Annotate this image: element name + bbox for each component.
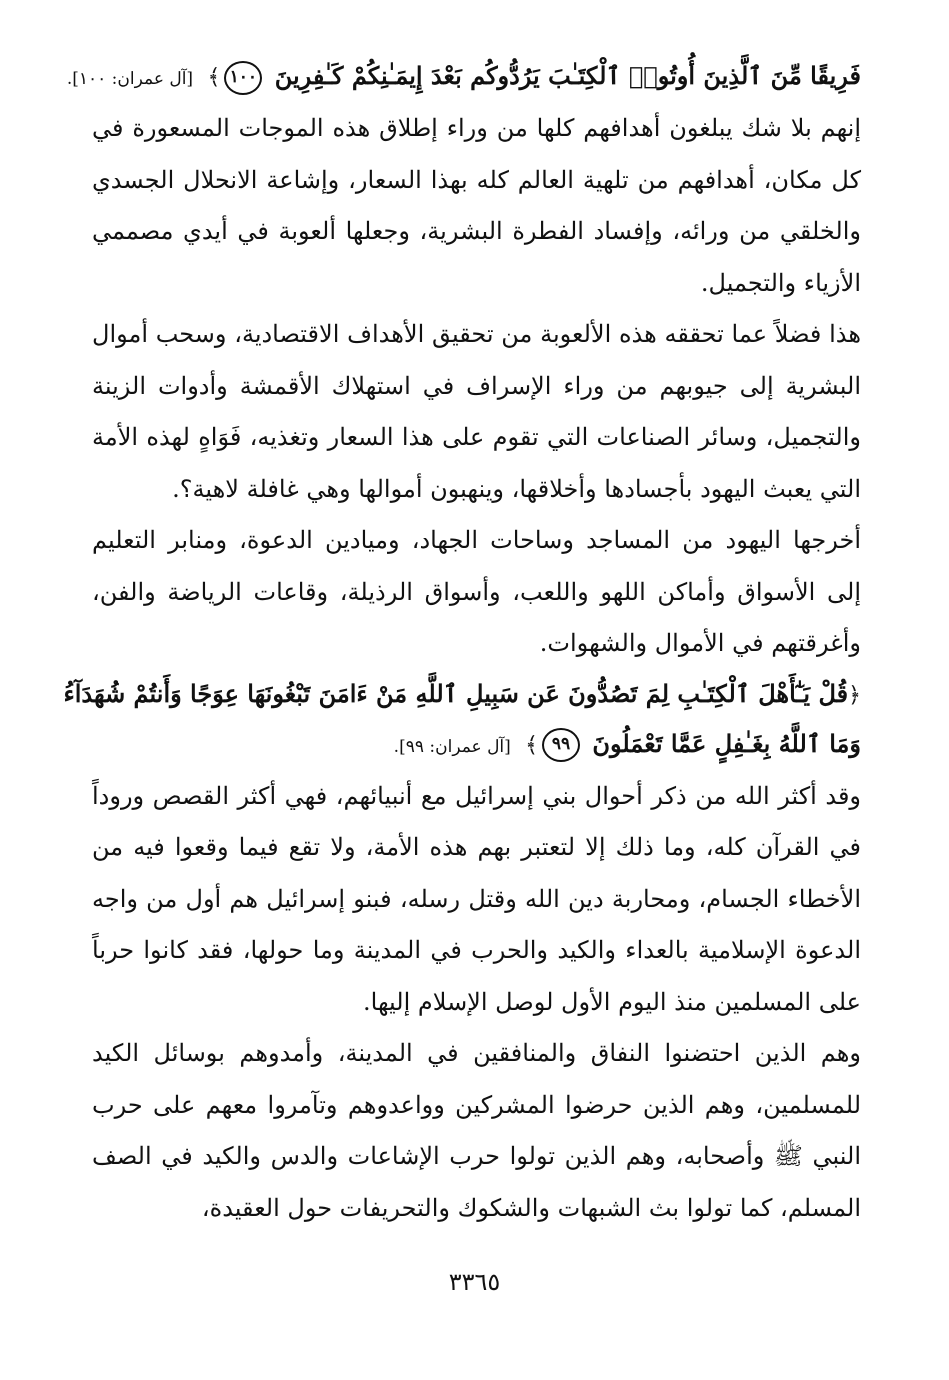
ayah-number-badge: ٩٩ bbox=[542, 728, 580, 762]
quran-verse-mid bbox=[63, 670, 861, 771]
verse-close-ornament: ﴾ bbox=[207, 65, 221, 90]
ayah-number-badge: ١٠٠ bbox=[224, 61, 262, 95]
verse-close-ornament: ﴾ bbox=[525, 732, 539, 758]
quran-verse-top bbox=[66, 52, 861, 103]
verse-text: فَرِيقًا مِّنَ ٱلَّذِينَ أُوتُوا۟ ٱلْكِتَـٰبَ يَرُدُّوكُم بَعْدَ إِيمَـٰنِكُمْ كَـٰفِرِينَ bbox=[274, 61, 861, 90]
paragraph: وقد أكثر الله من ذكر أحوال بني إسرائيل مع أنبيائهم، فهي أكثر القصص وروداً في القرآن كله، وما ذلك إلا لتعتبر بهم هذه الأمة، ولا تقع فيما وقعوا فيه من الأخطاء الجسام، ومحاربة دين الله وقتل رسله، فبنو إسرائيل هم أول من واجه الدعوة الإسلامية بالعداء والكيد والحرب في المدينة وما حولها، فقد كانوا حرباً على المسلمين منذ اليوم الأول لوصل الإسلام إليها. bbox=[92, 781, 861, 1016]
page-body bbox=[63, 52, 862, 1234]
page-number: ٣٣٦٥ bbox=[448, 1268, 501, 1296]
verse-line bbox=[92, 720, 861, 771]
verse-text: قُلْ يَـٰٓأَهْلَ ٱلْكِتَـٰبِ لِمَ تَصُدُّونَ عَن سَبِيلِ ٱللَّهِ مَنْ ءَامَنَ تَبْغُونَهَا عِوَجًا وَأَنتُمْ شُهَدَآءُ bbox=[63, 678, 849, 708]
verse-open-ornament: ﴿ bbox=[848, 682, 861, 708]
paragraph: هذا فضلاً عما تحققه هذه الألعوبة من تحقيق الأهداف الاقتصادية، وسحب أموال البشرية إلى جيوبهم من وراء الإسراف في استهلاك الأقمشة وأدوات الزينة والتجميل، وسائر الصناعات التي تقوم على هذا السعار وتغذيه، فَوَاهٍ لهذه الأمة التي يعبث اليهود بأجسادها وأخلاقها، وينهبون أموالها وهي غافلة لاهية؟. bbox=[92, 320, 861, 503]
paragraph: أخرجها اليهود من المساجد وساحات الجهاد، وميادين الدعوة، ومنابر التعليم إلى الأسواق وأماكن اللهو واللعب، وأسواق الرذيلة، وقاعات الرياضة والفن، وأغرقتهم في الأموال والشهوات. bbox=[92, 526, 862, 657]
verse-line bbox=[66, 52, 861, 103]
verse-line bbox=[63, 670, 861, 720]
paragraph: إنهم بلا شك يبلغون أهدافهم كلها من وراء إطلاق هذه الموجات المسعورة في كل مكان، أهدافهم من تلهية العالم كله بهذا السعار، وإشاعة الانحلال الجسدي والخلقي من ورائه، وإفساد الفطرة البشرية، وجعلها ألعوبة في أيدي مصممي الأزياء والتجميل. bbox=[92, 114, 861, 297]
verse-reference: [آل عمران: ٩٩]. bbox=[393, 736, 511, 757]
verse-text: وَمَا ٱللَّهُ بِغَـٰفِلٍ عَمَّا تَعْمَلُونَ bbox=[592, 728, 861, 758]
verse-reference: [آل عمران: ١٠٠]. bbox=[66, 69, 194, 89]
paragraph: وهم الذين احتضنوا النفاق والمنافقين في المدينة، وأمدوهم بوسائل الكيد للمسلمين، وهم الذين حرضوا المشركين وواعدوهم وتآمروا معهم على حرب النبي ﷺ وأصحابه، وهم الذين تولوا حرب الإشاعات والدس والكيد في الصف المسلم، كما تولوا بث الشبهات والشكوك والتحريفات حول العقيدة، bbox=[92, 1039, 862, 1222]
